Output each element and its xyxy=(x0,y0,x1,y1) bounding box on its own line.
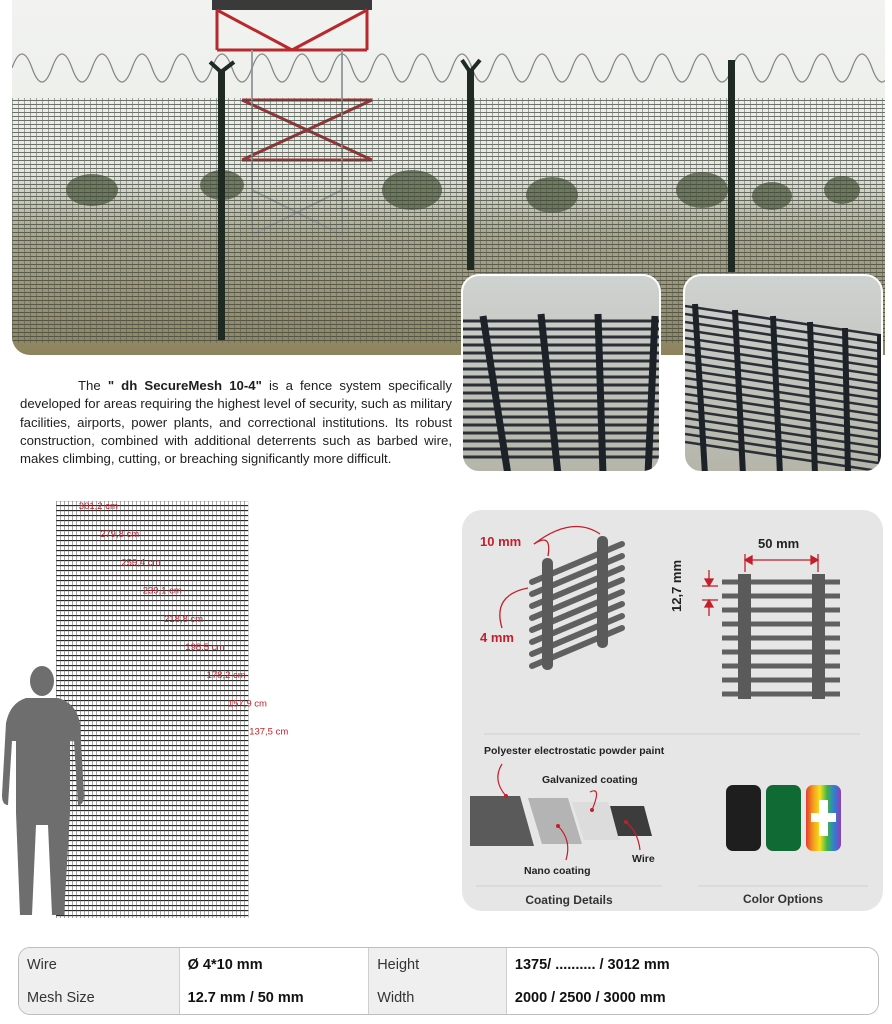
coating-nano-label: Nano coating xyxy=(524,865,591,877)
color-swatch-black xyxy=(726,785,761,851)
height-label: 259,4 cm xyxy=(121,557,161,569)
table-row xyxy=(19,948,878,981)
color-swatches xyxy=(726,785,841,851)
mesh-size-diagram xyxy=(702,554,840,699)
height-label: 279,8 cm xyxy=(100,529,140,541)
coating-galvanized-label: Galvanized coating xyxy=(542,774,638,786)
mesh-size-value: 12.7 mm / 50 mm xyxy=(179,981,369,1014)
spec-table xyxy=(18,947,879,1015)
color-swatch-green xyxy=(766,785,801,851)
height-value: 1375/ .......... / 3012 mm xyxy=(506,948,878,981)
table-row xyxy=(19,981,878,1014)
height-label: 198,5 cm xyxy=(185,642,225,653)
width-value: 2000 / 2500 / 3000 mm xyxy=(506,981,878,1014)
height-key: Height xyxy=(368,948,506,981)
height-label: 178,2 cm xyxy=(206,670,246,682)
thick-wire-label: 10 mm xyxy=(480,534,522,549)
height-label: 218,8 cm xyxy=(164,613,204,625)
width-label: 50 mm xyxy=(758,536,800,551)
intro-prefix: The xyxy=(78,378,108,393)
detail-photo-mesh-top xyxy=(461,274,661,473)
intro-body: is a fence system specifically developed for areas requiring the highest level of security, such as military facilities, airports, power plants, and correctional institutions. Its robust construction, combined with additional deterrents such as barbed wire, makes climbing, cutting, or breaching significantly more difficult. xyxy=(20,378,452,467)
spacing-label: 12,7 mm xyxy=(669,559,684,612)
detail-photo-mesh-panel xyxy=(683,274,883,473)
height-label: 157,9 cm xyxy=(227,698,267,710)
color-options-title: Color Options xyxy=(743,892,823,906)
wire-key: Wire xyxy=(19,948,179,981)
height-label: 301,2 cm xyxy=(78,501,118,512)
thin-wire-label: 4 mm xyxy=(480,630,514,645)
spec-panel xyxy=(462,510,883,911)
mesh-size-key: Mesh Size xyxy=(19,981,179,1014)
stair-step xyxy=(226,727,248,918)
coating-powder-label: Polyester electrostatic powder paint xyxy=(484,745,665,757)
intro-paragraph xyxy=(20,377,452,468)
height-label: 137,5 cm xyxy=(249,726,289,738)
wire-value: Ø 4*10 mm xyxy=(179,948,369,981)
width-key: Width xyxy=(368,981,506,1014)
coating-wire-label: Wire xyxy=(632,853,655,865)
height-stair-diagram xyxy=(0,495,300,920)
height-label: 239,1 cm xyxy=(142,585,182,597)
product-name: " dh SecureMesh 10-4" xyxy=(107,378,262,393)
coating-details-title: Coating Details xyxy=(525,893,613,907)
